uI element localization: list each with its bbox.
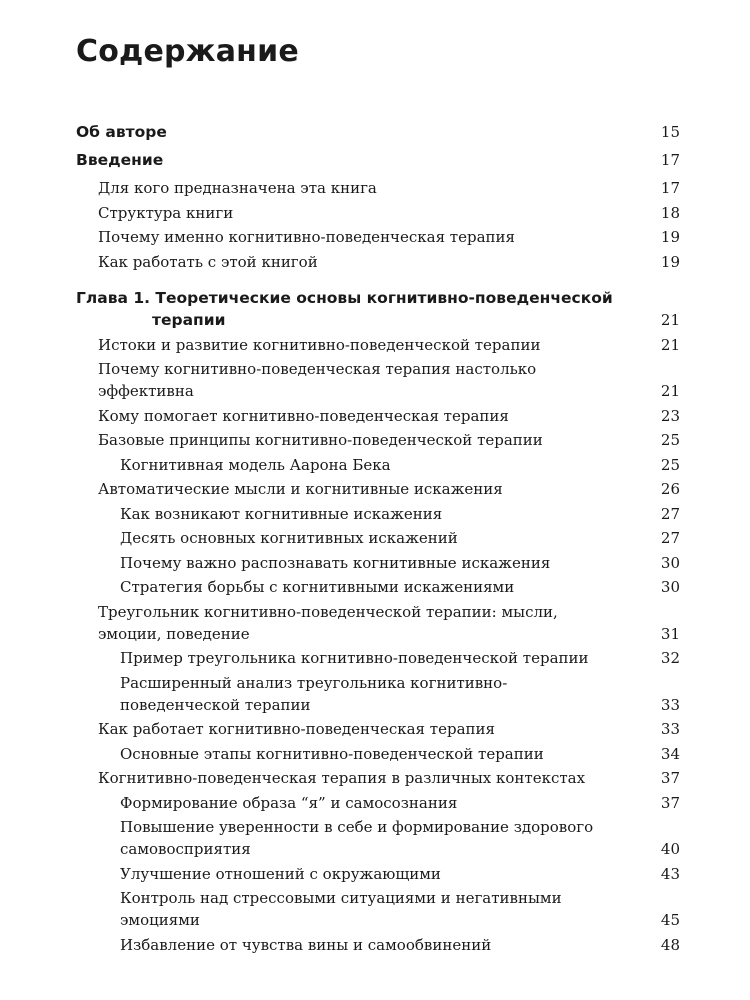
toc-entry-title: Стратегия борьбы с когнитивными искажениями [120, 578, 515, 596]
toc-entry-title: Структура книги [98, 203, 234, 222]
toc-entry-title: Как возникают когнитивные искажения [120, 504, 443, 523]
toc-entry-title: Треугольник когнитивно-поведенческой терапии: мысли, [98, 602, 558, 621]
toc-entry-title-continued: терапии [152, 311, 226, 329]
toc-entry-title: Основные этапы когнитивно-поведенческой терапии [120, 744, 544, 763]
toc-page-number: 23 [660, 406, 680, 425]
toc-page-number: 30 [660, 578, 680, 596]
toc-entry-title: Почему именно когнитивно-поведенческая терапия [98, 228, 515, 246]
toc-page-number: 43 [660, 864, 680, 883]
page-title: Содержание [76, 34, 299, 69]
toc-entry-title: Об авторе [76, 123, 167, 141]
toc-page-number: 25 [660, 431, 680, 449]
toc-page-number: 21 [660, 311, 680, 329]
toc-entry-title: Введение [76, 151, 164, 169]
toc-entry-title-continued: эмоциями [120, 911, 200, 929]
toc-entry-title: Когнитивно-поведенческая терапия в различных контекстах [98, 769, 586, 787]
toc-entry-title: Как работать с этой книгой [98, 252, 318, 271]
toc-page-number: 21 [660, 335, 680, 354]
toc-page-number: 33 [660, 695, 680, 714]
toc-entry-title: Расширенный анализ треугольника когнитивно- [120, 673, 508, 692]
toc-page-number: 19 [660, 228, 680, 246]
toc-page-number: 34 [660, 744, 680, 763]
toc-entry-title: Автоматические мысли и когнитивные искажения [98, 480, 503, 498]
toc-entry-title: Избавление от чувства вины и самообвинений [120, 935, 492, 954]
toc-entry-title: Истоки и развитие когнитивно-поведенческой терапии [98, 335, 541, 354]
toc-entry-title: Формирование образа “я” и самосознания [120, 793, 458, 812]
toc-page-number: 27 [660, 529, 680, 547]
toc-entry-title: Базовые принципы когнитивно-поведенческой терапии [98, 431, 543, 449]
toc-entry-title-continued: эффективна [98, 382, 194, 400]
toc-entry-title-continued: самовосприятия [120, 840, 251, 858]
toc-page-number: 26 [660, 480, 680, 498]
toc-entry-title: Как работает когнитивно-поведенческая терапия [98, 720, 495, 738]
toc-page-number: 31 [660, 624, 680, 643]
toc-entry-title: Повышение уверенности в себе и формирование здорового [120, 818, 594, 836]
toc-page-number: 32 [660, 649, 680, 667]
toc-entry-title-continued: поведенческой терапии [120, 695, 311, 714]
toc-page-number: 48 [660, 935, 680, 954]
toc-entry-title: Улучшение отношений с окружающими [120, 864, 441, 883]
toc-entry-title: Глава 1. Теоретические основы когнитивно-поведенческой [76, 289, 613, 307]
toc-page-number: 27 [660, 504, 680, 523]
toc-page-number: 21 [660, 382, 680, 400]
toc-page-number: 18 [660, 203, 680, 222]
toc-page-number: 45 [660, 911, 680, 929]
toc-entry-title-continued: эмоции, поведение [98, 624, 250, 643]
toc-page-number: 37 [660, 769, 680, 787]
toc-entry-title: Кому помогает когнитивно-поведенческая терапия [98, 406, 509, 425]
toc-entry-title: Для кого предназначена эта книга [98, 179, 377, 197]
toc-entry-title: Контроль над стрессовыми ситуациями и негативными [120, 889, 562, 907]
toc-entry-title: Почему когнитивно-поведенческая терапия настолько [98, 360, 537, 378]
toc-page-number: 30 [660, 553, 680, 572]
toc-entry-title: Десять основных когнитивных искажений [120, 529, 458, 547]
toc-page-number: 15 [660, 123, 680, 141]
toc-entry-title: Пример треугольника когнитивно-поведенческой терапии [120, 649, 589, 667]
toc-page-number: 37 [660, 793, 680, 812]
toc-page-number: 40 [660, 840, 680, 858]
toc-entry-title: Когнитивная модель Аарона Бека [120, 455, 391, 474]
toc-page-number: 25 [660, 455, 680, 474]
toc-page-number: 19 [660, 252, 680, 271]
toc-page-number: 33 [660, 720, 680, 738]
toc-entry-title: Почему важно распознавать когнитивные искажения [120, 553, 551, 572]
toc-page-number: 17 [660, 179, 680, 197]
toc-page-number: 17 [660, 151, 680, 169]
